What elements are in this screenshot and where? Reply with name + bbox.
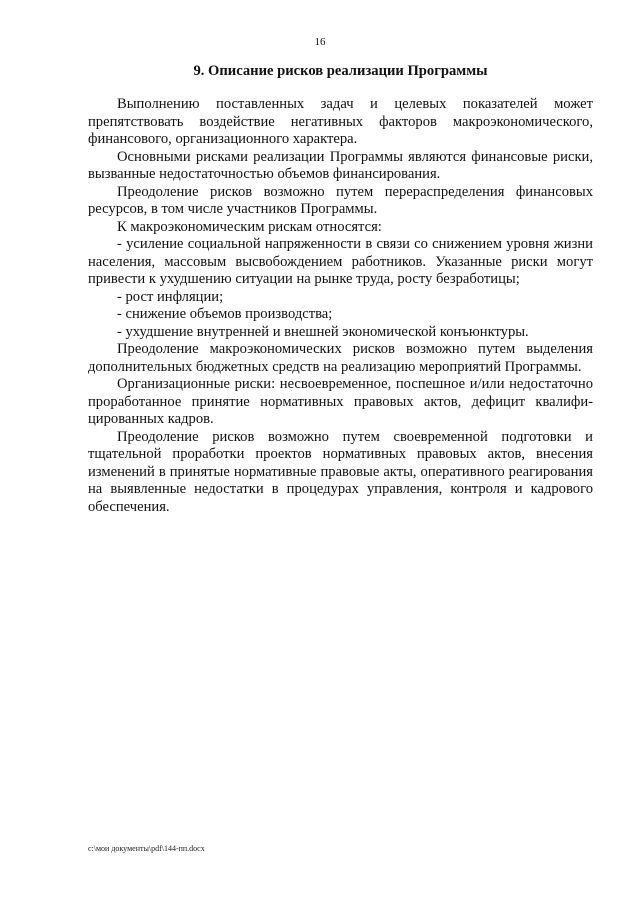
page-number: 16 — [314, 36, 326, 48]
file-path-footer: c:\мои документы\pdf\144-пп.docx — [88, 844, 205, 853]
list-item: - рост инфляции; — [117, 288, 224, 305]
paragraph: Преодоление рисков возможно путем перераспределения финансовых ресурсов, в том числе участников Программы. — [88, 183, 593, 217]
paragraph: Выполнению поставленных задач и целевых показателей может препятствовать воздействие негативных факторов макроэкономического, финансового, организационного характера. — [88, 96, 593, 147]
list-item: - снижение объемов производства; — [117, 306, 333, 322]
paragraph: Преодоление макроэкономических рисков возможно путем выделения дополнительных бюджетных средств на реализацию мероприятий Программы. — [88, 341, 593, 375]
list-item: - усиление социальной напряженности в связи со снижением уровня жизни населения, массовым высвобождением работников. Указанные риски могут привести к ухудшению ситуации на рынке труда, росту безработицы; — [88, 236, 593, 287]
paragraph: К макроэкономическим рискам относятся: — [117, 218, 382, 235]
list-item: - ухудшение внутренней и внешней экономической конъюнктуры. — [117, 323, 529, 340]
paragraph: Преодоление рисков возможно путем своевременной подготовки и тщательной проработки проектов нормативных правовых актов, внесения изменений в принятые нормативные правовые акты, оперативного реагирования на выявленные недостатки в процедурах управления, контроля и кадрового обеспечения. — [88, 428, 593, 515]
document-body — [88, 96, 593, 516]
paragraph: Организационные риски: несвоевременное, поспешное и/или недостаточно проработанное принятие нормативных правовых актов, дефицит квалифи-цированных кадров. — [88, 376, 593, 427]
paragraph: Основными рисками реализации Программы являются финансовые риски, вызванные недостаточностью объемов финансирования. — [88, 148, 593, 182]
section-title: 9. Описание рисков реализации Программы — [193, 63, 488, 79]
